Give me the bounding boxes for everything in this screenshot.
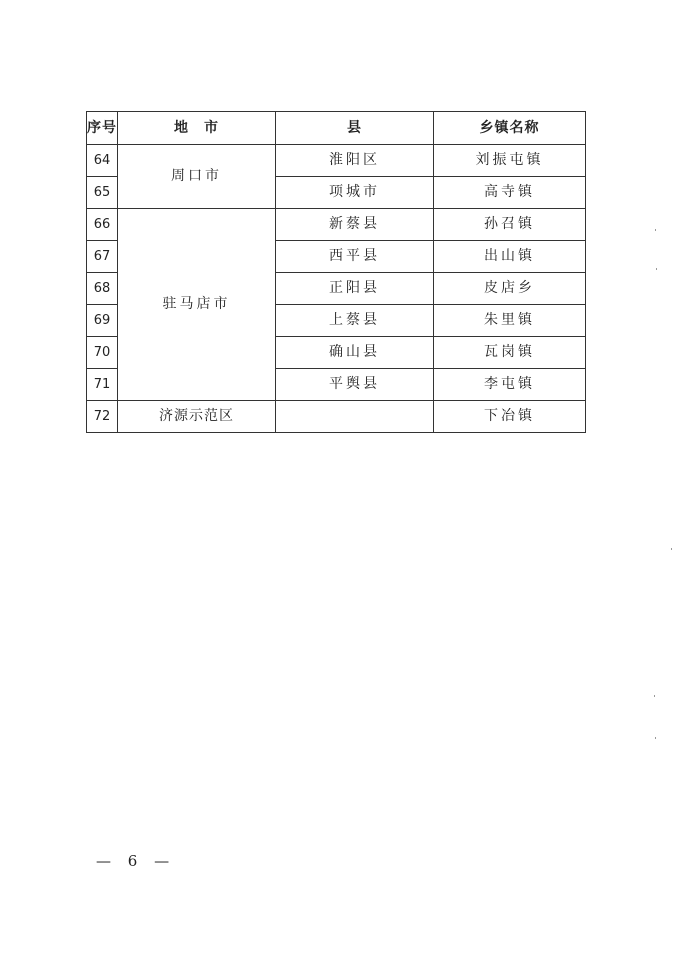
town-cell: 皮店乡 <box>434 273 586 305</box>
header-city: 地 市 <box>118 112 276 145</box>
row-number: 68 <box>87 273 118 305</box>
town-cell: 李屯镇 <box>434 369 586 401</box>
row-number: 66 <box>87 209 118 241</box>
county-cell: 项城市 <box>276 177 434 209</box>
scan-speck <box>656 268 657 270</box>
county-cell: 确山县 <box>276 337 434 369</box>
row-number: 64 <box>87 145 118 177</box>
town-cell: 出山镇 <box>434 241 586 273</box>
header-town-name: 乡镇名称 <box>434 112 586 145</box>
row-number: 70 <box>87 337 118 369</box>
town-cell: 高寺镇 <box>434 177 586 209</box>
town-cell: 朱里镇 <box>434 305 586 337</box>
scan-speck <box>655 229 656 231</box>
table-row <box>87 209 586 241</box>
header-county: 县 <box>276 112 434 145</box>
row-number: 65 <box>87 177 118 209</box>
header-serial-number: 序号 <box>87 112 118 145</box>
county-cell: 西平县 <box>276 241 434 273</box>
town-cell: 刘振屯镇 <box>434 145 586 177</box>
city-cell: 济源示范区 <box>118 401 276 433</box>
county-cell: 上蔡县 <box>276 305 434 337</box>
county-cell <box>276 401 434 433</box>
row-number: 71 <box>87 369 118 401</box>
table-row <box>87 145 586 177</box>
city-cell: 驻马店市 <box>118 209 276 401</box>
town-cell: 下冶镇 <box>434 401 586 433</box>
scan-speck <box>655 737 656 739</box>
county-cell: 正阳县 <box>276 273 434 305</box>
row-number: 69 <box>87 305 118 337</box>
scan-speck <box>671 548 672 550</box>
township-table <box>86 111 586 433</box>
town-cell: 瓦岗镇 <box>434 337 586 369</box>
town-cell: 孙召镇 <box>434 209 586 241</box>
table-header-row <box>87 112 586 145</box>
county-cell: 平舆县 <box>276 369 434 401</box>
scan-speck <box>654 695 655 697</box>
table-row <box>87 401 586 433</box>
page-number: — 6 — <box>96 852 176 870</box>
row-number: 67 <box>87 241 118 273</box>
county-cell: 新蔡县 <box>276 209 434 241</box>
city-cell: 周口市 <box>118 145 276 209</box>
row-number: 72 <box>87 401 118 433</box>
county-cell: 淮阳区 <box>276 145 434 177</box>
